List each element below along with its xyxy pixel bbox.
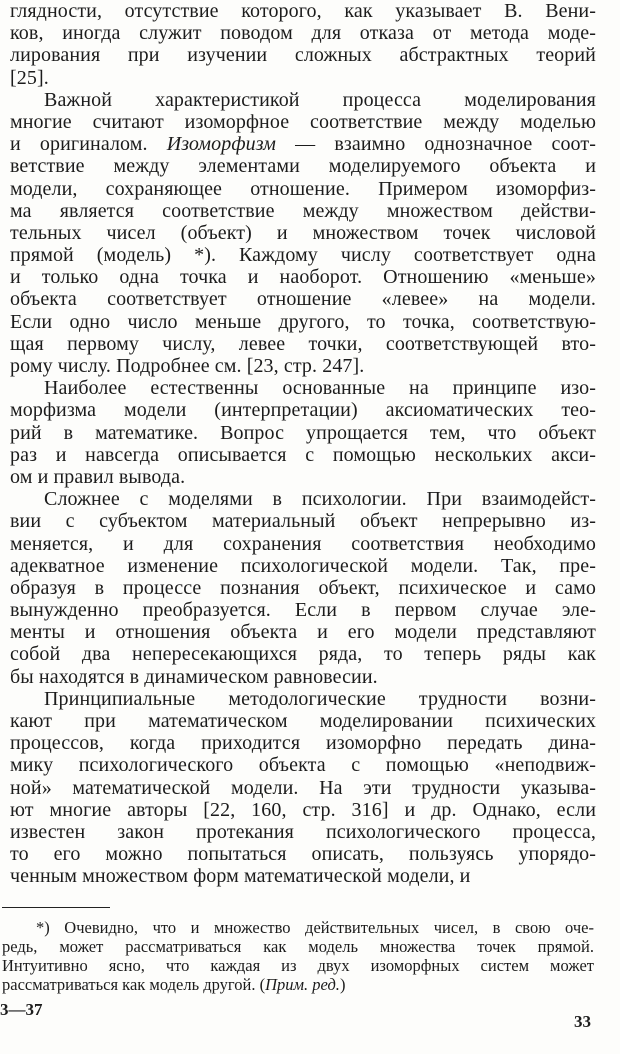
text-line: вынужденно преобразуется. Если в первом случае эле- (10, 599, 596, 622)
text-line: объекта соответствует отношение «левее» на модели. (10, 288, 596, 311)
paragraph (10, 688, 596, 888)
text-line: морфизма модели (интерпретации) аксиоматических тео- (10, 399, 596, 422)
text-line: ом и правил вывода. (10, 465, 186, 488)
body-text (10, 0, 596, 888)
text-line: собой два непересекающихся ряда, то теперь ряды как (10, 643, 596, 666)
text-line: Принципиальные методологические трудности возни- (44, 687, 596, 710)
text-line: щая первому числу, левее точки, соответствующей вто- (10, 332, 596, 355)
text-line: адекватное изменение психологической модели. Так, пре- (10, 554, 596, 577)
text-line: ма является соответствие между множеством действи- (10, 199, 596, 222)
text-line: раз и навсегда описывается с помощью нескольких акси- (10, 443, 596, 466)
text-line: Важной характеристикой процесса моделирования (44, 88, 596, 111)
text-line: лирования при изучении сложных абстрактных теорий (10, 44, 596, 67)
text-line: то его можно попытаться описать, пользуясь упорядо- (10, 843, 596, 866)
paragraph (10, 488, 596, 688)
text-line: Наиболее естественны основанные на принципе изо- (44, 377, 596, 400)
text-line: меняется, и для сохранения соответствия необходимо (10, 532, 596, 555)
paragraph (10, 0, 596, 89)
text-line: ветствие между элементами моделируемого объекта и (10, 155, 596, 178)
text-line: и оригиналом. Изоморфизм — взаимно однозначное соот- (10, 133, 596, 156)
text-line: рому числу. Подробнее см. [23, стр. 247]. (10, 355, 365, 377)
text-line: известен закон протекания психологического процесса, (10, 820, 596, 843)
text-line: менты и отношения объекта и его модели представляют (10, 621, 596, 644)
printer-signature: 3—37 (0, 1000, 43, 1019)
text-line: глядности, отсутствие которого, как указывает В. Вени- (10, 0, 596, 22)
text-line: прямой (модель) *). Каждому числу соответствует одна (10, 244, 596, 267)
footnote-line: рассматриваться как модель другой. (Прим. ред.) (2, 975, 346, 994)
text-line: [25]. (10, 66, 49, 89)
text-line: тельных чисел (объект) и множеством точек числовой (10, 221, 596, 244)
italic-term: Прим. ред. (265, 975, 340, 994)
text-line: кают при математическом моделировании психических (10, 710, 596, 732)
italic-term: Изоморфизм (166, 133, 277, 156)
footnote-line: *) Очевидно, что и множество действительных чисел, в свою оче- (36, 918, 594, 937)
footnote (2, 918, 594, 994)
text-line: ной» математической модели. На эти трудности указыва- (10, 776, 596, 799)
paragraph (10, 89, 596, 377)
text-line: ченным множеством форм математической модели, и (10, 865, 471, 888)
text-line: мику психологического объекта с помощью «неподвиж- (10, 754, 596, 777)
page-number: 33 (574, 1012, 591, 1031)
text-line: бы находятся в динамическом равновесии. (10, 665, 378, 688)
text-line: ков, иногда служит поводом для отказа от метода моде- (10, 22, 596, 45)
text-line: модели, сохраняющее отношение. Примером изоморфиз- (10, 177, 596, 200)
footnote-divider (2, 907, 110, 908)
text-line: и только одна точка и наоборот. Отношению «меньше» (10, 266, 596, 289)
text-line: вии с субъектом материальный объект непрерывно из- (10, 510, 596, 533)
footnote-line: Интуитивно ясно, что каждая из двух изоморфных систем может (2, 956, 594, 975)
text-line: Если одно число меньше другого, то точка, соответствую- (10, 310, 596, 333)
footnote-line: редь, может рассматриваться как модель множества точек прямой. (2, 937, 594, 956)
text-line: ют многие авторы [22, 160, стр. 316] и др. Однако, если (10, 798, 596, 821)
text-line: Сложнее с моделями в психологии. При взаимодейст- (44, 488, 596, 511)
text-line: многие считают изоморфное соответствие между моделью (10, 110, 596, 133)
text-line: образуя в процессе познания объект, психическое и само (10, 576, 596, 599)
text-line: рий в математике. Вопрос упрощается тем, что объект (10, 421, 596, 444)
paragraph (10, 377, 596, 488)
text-line: процессов, когда приходится изоморфно передать дина- (10, 732, 596, 755)
